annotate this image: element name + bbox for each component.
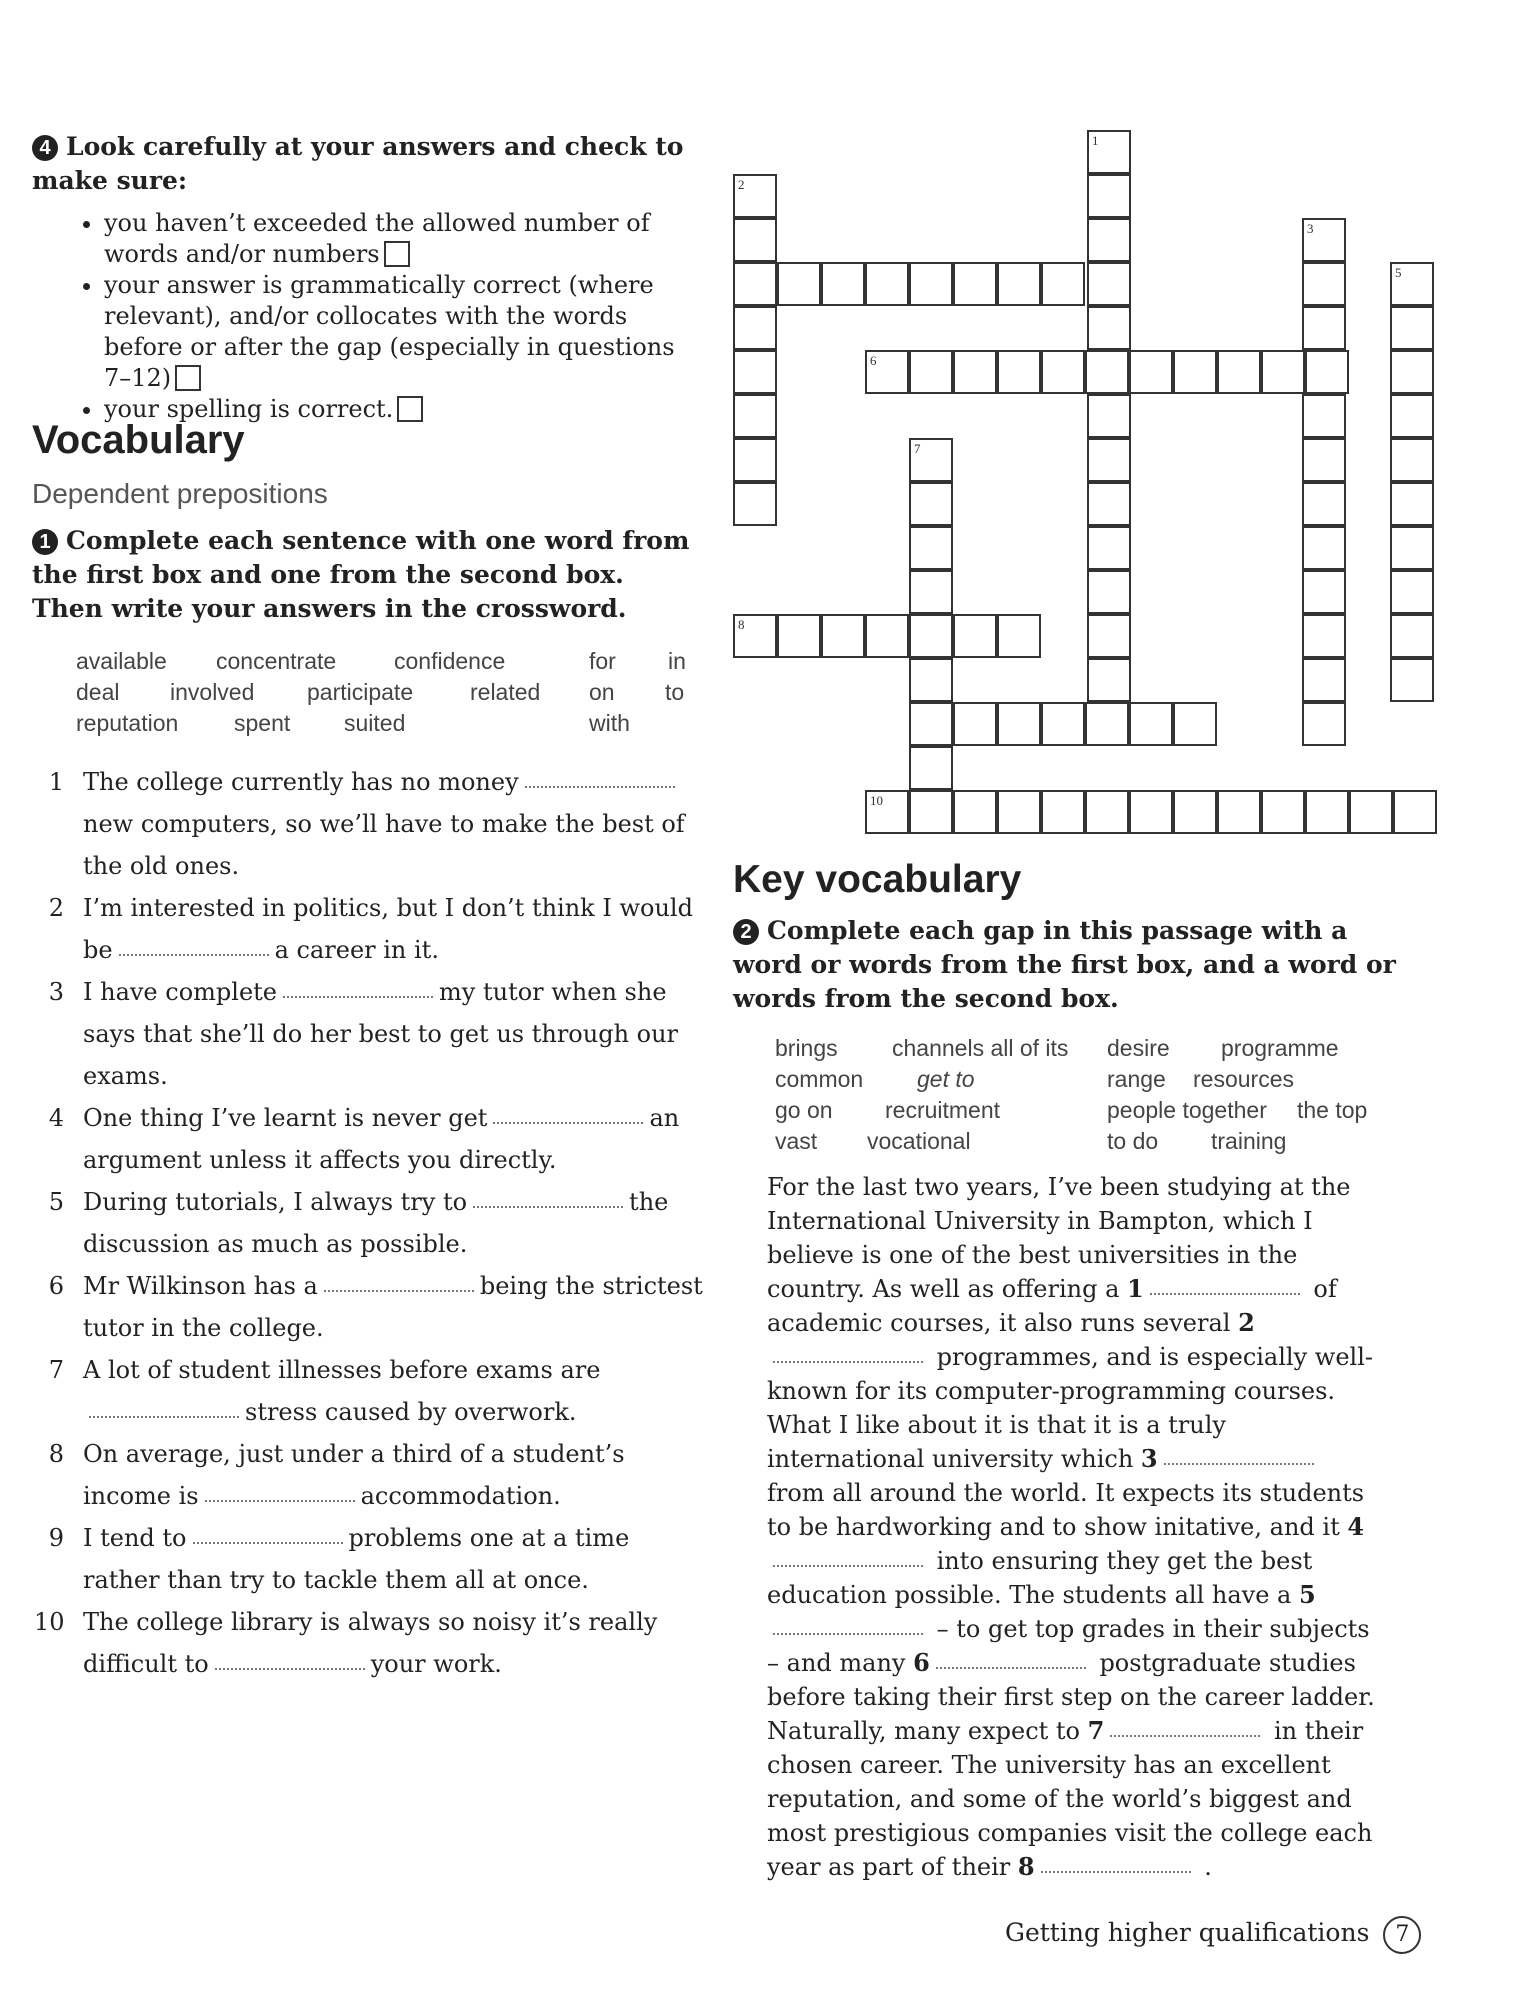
crossword-cell[interactable] (909, 438, 953, 482)
crossword-cell[interactable] (1261, 790, 1305, 834)
answer-gap[interactable] (473, 1205, 623, 1208)
crossword-cell[interactable] (865, 350, 909, 394)
crossword-cell[interactable] (865, 790, 909, 834)
clue-number: 5 (1395, 265, 1402, 280)
checklist-item: • your spelling is correct. (104, 394, 692, 425)
crossword-cell[interactable] (865, 262, 909, 306)
crossword-cell[interactable] (1085, 702, 1129, 746)
crossword-cell[interactable] (1041, 262, 1085, 306)
key-vocabulary-heading: Key vocabulary (733, 858, 1022, 901)
crossword-cell[interactable] (997, 614, 1041, 658)
word: to do (1107, 1128, 1159, 1154)
answer-gap[interactable] (773, 1360, 923, 1363)
answer-gap[interactable] (773, 1564, 923, 1567)
crossword-cell[interactable] (777, 262, 821, 306)
crossword-cell[interactable] (1393, 790, 1437, 834)
crossword-cell[interactable] (1390, 438, 1434, 482)
crossword-cell[interactable] (733, 306, 777, 350)
crossword-cell[interactable] (1041, 350, 1085, 394)
clue-number: 6 (870, 353, 877, 368)
word: programme (1221, 1035, 1339, 1061)
word: concentrate (216, 648, 337, 674)
crossword-cell[interactable] (909, 746, 953, 790)
crossword-cell[interactable] (1087, 482, 1131, 526)
exercise-1-instruction: 1 Complete each sentence with one word from the first box and one from the second box. Then write your answers in the crossword. (32, 526, 690, 623)
word: go on (775, 1097, 833, 1123)
word: training (1211, 1128, 1287, 1154)
answer-gap[interactable] (493, 1121, 643, 1124)
gap-number: 5 (1298, 1580, 1316, 1609)
crossword-cell[interactable] (1217, 790, 1261, 834)
crossword-cell[interactable] (1041, 790, 1085, 834)
word: recruitment (885, 1097, 1001, 1123)
passage (767, 1170, 1382, 1884)
crossword-cell[interactable] (1390, 482, 1434, 526)
word: suited (344, 710, 406, 736)
word: resources (1193, 1066, 1294, 1092)
crossword-cell[interactable] (909, 658, 953, 702)
answer-gap[interactable] (773, 1632, 923, 1635)
section-4-instruction: 4 Look carefully at your answers and check to make sure: (32, 132, 684, 195)
crossword-cell[interactable] (953, 702, 997, 746)
crossword-cell[interactable] (1390, 570, 1434, 614)
crossword-cell[interactable] (909, 482, 953, 526)
crossword-cell[interactable] (909, 614, 953, 658)
crossword-cell[interactable] (1041, 702, 1085, 746)
gap-number: 8 (1017, 1852, 1035, 1881)
passage-text: into ensuring they get the best education possible. The students all have a (767, 1547, 1313, 1609)
crossword-cell[interactable] (1390, 526, 1434, 570)
clue-number: 1 (1092, 133, 1099, 148)
footer-title: Getting higher qualifications (1005, 1918, 1370, 1947)
crossword-cell[interactable] (1129, 702, 1173, 746)
crossword-cell[interactable] (1217, 350, 1261, 394)
crossword-cell[interactable] (997, 790, 1041, 834)
exercise-2-instruction: 2 Complete each gap in this passage with a word or words from the first box, and a word or words from the second box. (733, 916, 1396, 1013)
word: reputation (76, 710, 179, 736)
answer-gap[interactable] (1164, 1462, 1314, 1465)
crossword-cell[interactable] (1087, 306, 1131, 350)
answer-gap[interactable] (89, 1415, 239, 1418)
crossword-cell[interactable] (1087, 262, 1131, 306)
crossword-cell[interactable] (997, 262, 1041, 306)
crossword-cell[interactable] (909, 790, 953, 834)
crossword-cell[interactable] (1302, 614, 1346, 658)
crossword-cell[interactable] (733, 350, 777, 394)
crossword-cell[interactable] (1173, 350, 1217, 394)
crossword-cell[interactable] (865, 614, 909, 658)
answer-gap[interactable] (283, 995, 433, 998)
word: vast (775, 1128, 818, 1154)
crossword-cell[interactable] (733, 218, 777, 262)
crossword-cell[interactable] (909, 262, 953, 306)
crossword-cell[interactable] (733, 482, 777, 526)
word: desire (1107, 1035, 1170, 1061)
answer-gap[interactable] (205, 1499, 355, 1502)
answer-gap[interactable] (119, 953, 269, 956)
word: involved (170, 679, 255, 705)
passage-text: – to get top grades in their subjects – and many (767, 1615, 1370, 1677)
crossword-cell[interactable] (1087, 526, 1131, 570)
crossword-cell[interactable] (1305, 790, 1349, 834)
crossword-cell[interactable] (1087, 570, 1131, 614)
crossword-cell[interactable] (777, 614, 821, 658)
crossword-cell[interactable] (1087, 438, 1131, 482)
word: common (775, 1066, 864, 1092)
answer-gap[interactable] (215, 1667, 365, 1670)
crossword-cell[interactable] (1302, 306, 1346, 350)
word: related (470, 679, 541, 705)
gap-number: 7 (1087, 1716, 1105, 1745)
crossword-cell[interactable] (1390, 306, 1434, 350)
exercise-number-badge: 2 (733, 919, 759, 945)
crossword-cell[interactable] (1302, 526, 1346, 570)
answer-gap[interactable] (936, 1666, 1086, 1669)
word: channels all of its (892, 1035, 1069, 1061)
passage-text: For the last two years, I’ve been studying at the International University in Bampton, which I believe is one of the best universities in the country. As well as offering a (767, 1173, 1351, 1303)
word: deal (76, 679, 120, 705)
crossword-cell[interactable] (1173, 790, 1217, 834)
gap-number: 4 (1347, 1512, 1365, 1541)
crossword-cell[interactable] (1302, 218, 1346, 262)
crossword-cell[interactable] (997, 350, 1041, 394)
crossword-cell[interactable] (1087, 394, 1131, 438)
page-footer (1005, 1916, 1421, 1954)
page-number: 7 (1383, 1916, 1421, 1954)
crossword-cell[interactable] (1305, 350, 1349, 394)
vocabulary-heading: Vocabulary (32, 418, 245, 462)
word: to (665, 679, 685, 705)
crossword-cell[interactable] (1173, 702, 1217, 746)
clue-number: 10 (870, 793, 883, 808)
answer-gap[interactable] (193, 1541, 343, 1544)
crossword-cell[interactable] (1302, 658, 1346, 702)
crossword-cell[interactable] (909, 570, 953, 614)
crossword-cell[interactable] (1087, 174, 1131, 218)
exercise-number-badge: 1 (32, 529, 58, 555)
crossword-cell[interactable] (1087, 130, 1131, 174)
passage-text: of academic courses, it also runs several (767, 1275, 1337, 1337)
crossword-grid (0, 0, 1514, 860)
crossword-cell[interactable] (1302, 262, 1346, 306)
clue-number: 3 (1307, 221, 1314, 236)
crossword-cell[interactable] (953, 614, 997, 658)
crossword-cell[interactable] (953, 350, 997, 394)
word: spent (234, 710, 291, 736)
crossword-cell[interactable] (1087, 614, 1131, 658)
answer-gap[interactable] (324, 1289, 474, 1292)
crossword-cell[interactable] (1390, 262, 1434, 306)
crossword-cell[interactable] (1302, 570, 1346, 614)
word: the top (1297, 1097, 1368, 1123)
crossword-cell[interactable] (1085, 790, 1129, 834)
crossword-cell[interactable] (1302, 702, 1346, 746)
word: for (589, 648, 616, 674)
word: participate (307, 679, 414, 705)
crossword-cell[interactable] (997, 702, 1041, 746)
answer-gap[interactable] (1150, 1292, 1300, 1295)
word: on (589, 679, 615, 705)
gap-number: 1 (1127, 1274, 1144, 1303)
crossword-cell[interactable] (1390, 394, 1434, 438)
passage-text: programmes, and is especially well-known for its computer-programming courses. What I like about it is that it is a truly international university which (767, 1343, 1373, 1473)
gap-number: 2 (1238, 1308, 1255, 1337)
crossword-cell[interactable] (1302, 482, 1346, 526)
word: range (1107, 1066, 1166, 1092)
word: confidence (394, 648, 506, 674)
checklist-item: • you haven’t exceeded the allowed number of words and/or numbers (104, 208, 692, 270)
crossword-cell[interactable] (821, 614, 865, 658)
word: available (76, 648, 167, 674)
crossword-cell[interactable] (1302, 394, 1346, 438)
crossword-cell[interactable] (1390, 350, 1434, 394)
passage-text: from all around the world. It expects its students to be hardworking and to show initative, and it (767, 1479, 1365, 1541)
answer-gap[interactable] (1041, 1870, 1191, 1873)
crossword-cell[interactable] (909, 350, 953, 394)
crossword-cell[interactable] (953, 262, 997, 306)
crossword-cell[interactable] (1261, 350, 1305, 394)
gap-number: 3 (1140, 1444, 1158, 1473)
crossword-cell[interactable] (1129, 350, 1173, 394)
word: with (589, 710, 630, 736)
crossword-cell[interactable] (1349, 790, 1393, 834)
word: get to (917, 1066, 975, 1092)
checklist-item: • your answer is grammatically correct (where relevant), and/or collocates with the words before or after the gap (especially in questions 7–12) (104, 270, 692, 394)
vocabulary-subheading: Dependent prepositions (32, 478, 328, 509)
word: vocational (867, 1128, 971, 1154)
crossword-cell[interactable] (1087, 218, 1131, 262)
passage-text: . (1196, 1853, 1212, 1881)
crossword-cell[interactable] (1129, 790, 1173, 834)
word: people together (1107, 1097, 1267, 1123)
crossword-cell[interactable] (1390, 658, 1434, 702)
crossword-cell[interactable] (733, 174, 777, 218)
exercise-number-badge: 4 (32, 135, 58, 161)
crossword-cell[interactable] (1087, 658, 1131, 702)
clue-number: 2 (738, 177, 745, 192)
crossword-cell[interactable] (733, 262, 777, 306)
crossword-cell[interactable] (821, 262, 865, 306)
crossword-cell[interactable] (909, 526, 953, 570)
crossword-cell[interactable] (909, 702, 953, 746)
crossword-cell[interactable] (1302, 438, 1346, 482)
crossword-cell[interactable] (733, 438, 777, 482)
gap-number: 6 (913, 1648, 930, 1677)
crossword-cell[interactable] (733, 394, 777, 438)
clue-number: 8 (738, 617, 745, 632)
crossword-cell[interactable] (1390, 614, 1434, 658)
passage-text: postgraduate studies before taking their first step on the career ladder. Naturally, many expect to (767, 1649, 1375, 1745)
passage-text: in their chosen career. The university has an excellent reputation, and some of the world’s biggest and most prestigious companies visit the college each year as part of their (767, 1717, 1373, 1881)
answer-gap[interactable] (1110, 1734, 1260, 1737)
word: in (668, 648, 686, 674)
crossword-cell[interactable] (953, 790, 997, 834)
clue-number: 7 (914, 441, 921, 456)
word: brings (775, 1035, 838, 1061)
crossword-cell[interactable] (733, 614, 777, 658)
crossword-cell[interactable] (1085, 350, 1129, 394)
